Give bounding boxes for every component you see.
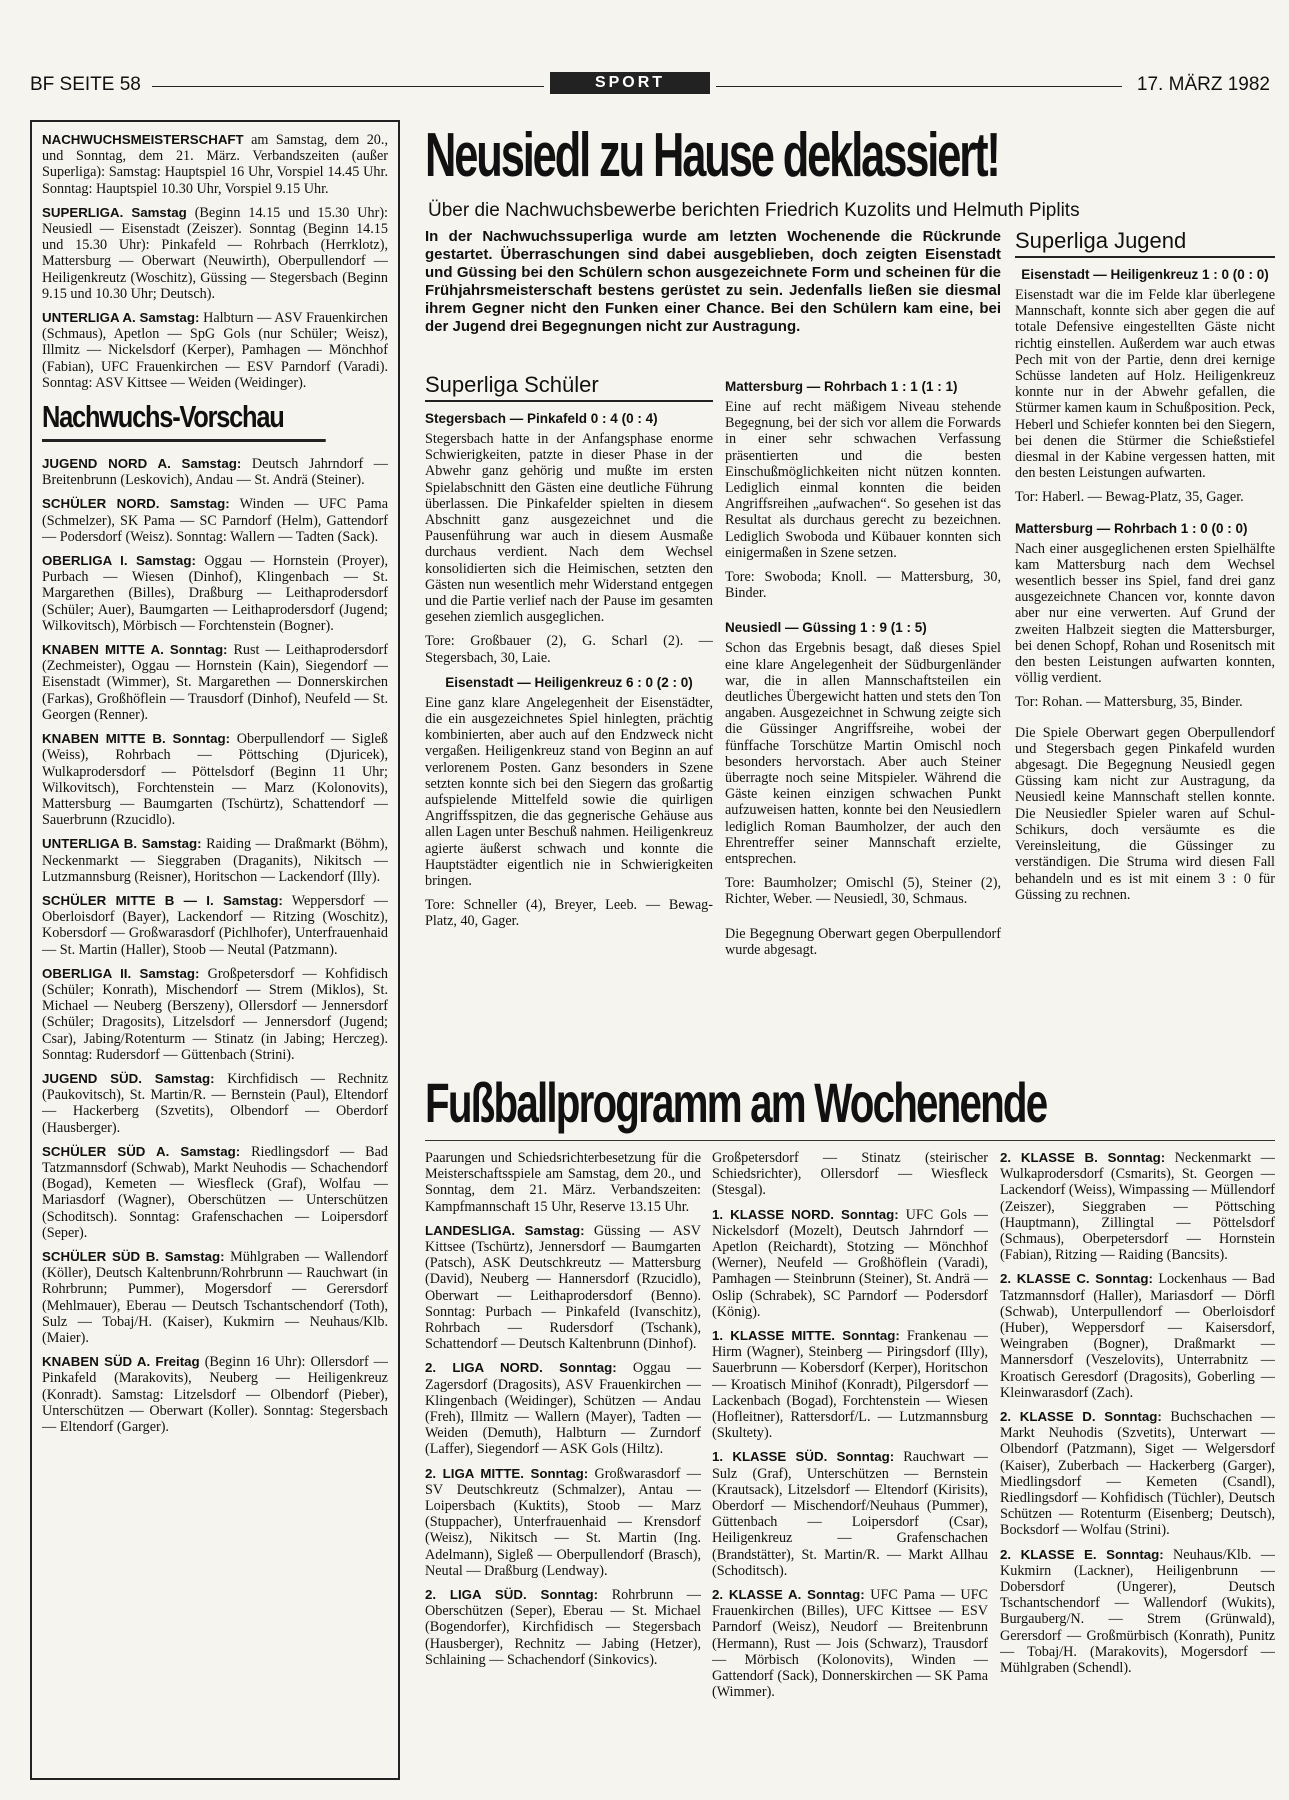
fixture-paragraph — [712, 1449, 988, 1579]
fixture-league-label: KNABEN MITTE B. Sonntag: — [42, 731, 231, 747]
fixture-league-label: KNABEN MITTE A. Sonntag: — [42, 642, 228, 658]
sidebar-announcements — [42, 132, 388, 391]
fixture-paragraph — [42, 893, 388, 958]
fixture-text: Güssing — ASV Kittsee (Tschürtz), Jennersdorf — Baumgarten (Patsch), ASK Deutschkreutz — Mattersburg (David), Neuberg — Hannersdorf (Rzucidlo), Oberwart — Leithaprodersdorf (Benno). Sonntag: Purbach — Pinkafeld (Ivanschitz), Rohrbach — Rudersdorf (Tschank), Schattendorf — Deutsch Kaltenbrunn (Dinhof). — [425, 1222, 701, 1353]
fixture-paragraph — [42, 310, 388, 391]
fixture-paragraph — [712, 1587, 988, 1700]
article-column-3 — [1015, 228, 1275, 1056]
fixture-league-label: 2. LIGA SÜD. Sonntag: — [425, 1587, 599, 1603]
match-title: Mattersburg — Rohrbach 1 : 0 (0 : 0) — [1015, 520, 1248, 536]
fixture-text: Großpetersdorf — Kohfidisch (Schüler; Konrath), Mischendorf — Strem (Miklos), St. Michael — Neuberg (Berszeny), Ollersdorf — Jennersdorf (Schüler; Dragosits), Litzelsdorf — Jennersdorf (Jugend; Csar), Jabing/Rotenturm — Stinatz (in Jabing; Herczeg). Sonntag: Rudersdorf — Güttenbach (Strini). — [42, 965, 388, 1063]
vorschau-heading: Nachwuchs-Vorschau — [42, 399, 326, 442]
match-report: Nach einer ausgeglichenen ersten Spielhälfte kam Mattersburg nach dem Wechsel wesentlich besser ins Spiel, fand drei ganz ausgezeichnete Chancen vor, konnte davon aber nur eine verwerten. Auf Grund der zweiten Halbzeit siegten die Mattersburger, bei denen Schopf, Rohan und Rosenitsch mit den besten Leistungen aufwarten konnten, völlig verdient. — [1015, 540, 1275, 687]
match-title: Eisenstadt — Heiligenkreuz 1 : 0 (0 : 0) — [1021, 267, 1269, 282]
fixture-text: Neuhaus/Klb. — Kukmirn (Lackner), Heiligenbrunn — Dobersdorf (Ungerer), Deutsch Tschantschendorf — Wallendorf (Wukits), Burgauberg/N. — Strem (Grünwald), Gerersdorf — Großmürbisch (Konrath), Punitz — Tobaj/H. (Marakovits), Mogersdorf — Mühlgraben (Schendl). — [1000, 1546, 1275, 1677]
match-report: Eisenstadt war die im Felde klar überlegene Mannschaft, konnte sich aber gegen die auf totale Defensive eingestellten Gäste nicht richtig einstellen. Außerdem war auch etwas Pech mit von der Partie, denn drei kernige Schüsse landeten auf Holz. Heiligenkreuz konnte nur in der Abwehr gefallen, die Stürmer kamen kaum in Schußposition. Peck, Heberl und Schiefer konnten bei den Siegern, bei denen die Stürmer die Schießstiefel diesmal in der Kabine vergessen hatten, mit den besten Leistungen aufwarten. — [1015, 287, 1275, 482]
fixture-paragraph — [425, 1587, 701, 1668]
match-report: Schon das Ergebnis besagt, daß dieses Spiel eine klare Angelegenheit der Südburgenländer war, die in allen Mannschaftsteilen ein deutliches Übergewicht hatten und stets den Ton angaben. Ausgezeichnet in Schwung zeigte sich die Güssinger Angriffsreihe, wobei der fünffache Torschütze Martin Omischl noch besonders hervorstach. Aber auch Steiner überragte noch seine Mitspieler. Während die Gäste keinen einzigen schwachen Punkt aufzuweisen hatten, konnte bei den Neusiedlern lediglich Roman Baumholzer, der auch den Ehrentreffer seiner Mannschaft erzielte, entsprechen. — [725, 640, 1001, 868]
sidebar-box — [30, 120, 400, 1780]
header-rule-right — [716, 86, 1122, 87]
fixture-league-label: 2. KLASSE D. Sonntag: — [1000, 1409, 1162, 1425]
fixture-league-label: SCHÜLER MITTE B — I. Samstag: — [42, 892, 283, 908]
fixture-paragraph — [42, 836, 388, 885]
fixture-text: Frankenau — Hirm (Wagner), Steinberg — Piringsdorf (Illy), Sauerbrunn — Kobersdorf (Kerper), Horitschon — Kroatisch Minihof (Konradt), Pilgersdorf — Lackenbach (Bogad), Forchtenstein — Wiesen (Hofleitner), Rattersdorf/L. — Lutzmannsburg (Skultety). — [712, 1328, 988, 1442]
fixture-text: UFC Pama — UFC Frauenkirchen (Billes), UFC Kittsee — ESV Parndorf (Weisz), Neudorf — Breitenbrunn (Hermann), Rust — Jois (Schwarz), Trausdorf — Mörbisch (Kolonovits), Winden — Gattendorf (Sack), Donnerskirchen — SK Pama (Wimmer). — [712, 1587, 988, 1701]
program-column-2 — [712, 1150, 988, 1780]
fixture-text: Rohrbrunn — Oberschützen (Seper), Eberau — St. Michael (Bogendorfer), Kirchfidisch — Stegersbach (Hausberger), Rechnitz — Jabing (Hetzer), Schlaining — Schachendorf (Sinkovics). — [425, 1587, 701, 1668]
fixture-paragraph — [425, 1223, 701, 1353]
fixture-text: Großwarasdorf — SV Deutschkreutz (Schmalzer), Antau — Loipersbach (Kuktits), Stoob — Marz (Stuppacher), Unterfrauenhaid — Krensdorf (Weisz), Nikitsch — St. Martin (Ing. Adelmann), Sigleß — Oberpullendorf (Brasch), Neutal — Draßburg (Lendway). — [425, 1465, 701, 1579]
fixture-league-label: NACHWUCHSMEISTERSCHAFT — [42, 132, 244, 147]
fixture-text: Kirchfidisch — Rechnitz (Paukovitsch), St. Martin/R. — Bernstein (Paul), Eltendorf — Hackerberg (Szvetits), Olbendorf — Oberdorf (Hausberger). — [42, 1070, 388, 1136]
fixture-text: Raiding — Draßmarkt (Böhm), Neckenmarkt — Sieggraben (Draganits), Nikitsch — Lutzmannsburg (Reisner), Horitschon — Lackendorf (Illy). — [42, 836, 388, 885]
article-byline: Über die Nachwuchsbewerbe berichten Friedrich Kuzolits und Helmuth Piplits — [428, 200, 1080, 221]
fixture-paragraph — [712, 1328, 988, 1441]
fixture-paragraph — [42, 642, 388, 723]
match-report: Die Spiele Oberwart gegen Oberpullendorf und Stegersbach gegen Pinkafeld wurden abgesagt. Die Begegnung Neusiedl gegen Güssing kam nicht zur Austragung, da Neusiedl keine Mannschaft stellen konnte. Die Neusiedler Spieler waren auf Schul-Schikurs, doch versäumte es die Vereinsleitung, die Güssinger zu verständigen. Die Struma wird diesen Fall behandeln und es ist mit einem 3 : 0 für Güssing zu rechnen. — [1015, 724, 1275, 903]
match-goals: Tor: Haberl. — Bewag-Platz, 35, Gager. — [1015, 489, 1244, 506]
fixture-paragraph — [425, 1360, 701, 1457]
fixture-text: Oggau — Zagersdorf (Dragosits), ASV Frauenkirchen — Klingenbach (Weidinger), Schützen — Andau (Freh), Illmitz — Wallern (Mayer), Tadten — Weiden (Demuth), Halbturn — Zurndorf (Laffer), Siegendorf — ASK Gols (Hiltz). — [425, 1360, 701, 1458]
fixture-text: Oberpullendorf — Sigleß (Weiss), Rohrbach — Pöttsching (Djuricek), Wulkaprodersdorf — Pöttelsdorf (Beginn 11 Uhr; Wilkovitsch), Forchtenstein — Marz (Kolonovits), Mattersburg — Baumgarten (Tschürtz), Schattendorf — Sauerbrunn (Rzucidlo). — [42, 731, 388, 829]
fixture-paragraph — [42, 456, 388, 488]
fixture-text: Mühlgraben — Wallendorf (Köller), Deutsch Kaltenbrunn/Rohrbrunn — Rauchwart (in Rohrbrunn; Pummer), Mogersdorf — Gerersdorf (Mehlmauer), Eberau — Deutsch Tschantschendorf (Toth), Sulz — Tobaj/H. (Kaiser), Kukmirn — Neuhaus/Klb. (Maier). — [42, 1248, 388, 1346]
fixture-text: Buchschachen — Markt Neuhodis (Szvetits), Unterwart — Olbendorf (Patzmann), Siget — Welgersdorf (Kaiser), Zuberbach — Hackerberg (Garger), Miedlingsdorf — Kemeten (Csandl), Riedlingsdorf — Kohfidisch (Tüchler), Deutsch Schützen — Rotenturm (Eisenberg; Deutsch), Bocksdorf — Wolfau (Strini). — [1000, 1409, 1275, 1539]
vorschau-list — [42, 456, 388, 1435]
fixture-league-label: 2. LIGA NORD. Sonntag: — [425, 1360, 617, 1376]
fixture-league-label: 1. KLASSE NORD. Sonntag: — [712, 1206, 899, 1222]
program-rule — [425, 1140, 1275, 1141]
fixture-text: Rauchwart — Sulz (Graf), Unterschützen — Bernstein (Krautsack), Litzelsdorf — Eltendorf (Kirisits), Oberdorf — Mischendorf/Neuhaus (Pummer), Güttenbach — Loipersdorf (Csar), Heiligenkreuz — Grafenschachen (Brandstätter), St. Martin/R. — Markt Allhau (Schoditsch). — [712, 1449, 988, 1579]
fixture-paragraph — [712, 1207, 988, 1320]
article-lead: In der Nachwuchssuperliga wurde am letzten Wochenende die Rückrunde gestartet. Überraschungen sind dabei ausgeblieben, doch zeigten Eisenstadt und Güssing bei den Schülern schon ausgezeichnete Form und scheinen für die Frühjahrsmeisterschaft bestens gerüstet zu sein. Jedenfalls ließen sie diesmal ihrem Gegner nicht den Funken einer Chance. Bei den Schülern kam eine, bei der Jugend drei Begegnungen nicht zur Austragung. — [425, 228, 1001, 335]
fixture-league-label: SCHÜLER NORD. Samstag: — [42, 496, 230, 512]
fixture-paragraph — [42, 132, 388, 197]
fixture-paragraph — [42, 1354, 388, 1435]
fixture-league-label: LANDESLIGA. Samstag: — [425, 1222, 585, 1238]
fixture-league-label: 2. KLASSE B. Sonntag: — [1000, 1150, 1166, 1165]
fixture-league-label: UNTERLIGA B. Samstag: — [42, 836, 202, 852]
match-report: Eine ganz klare Angelegenheit der Eisenstädter, die ein ausgezeichnetes Spiel hinlegten, prächtig kombinierten, aber auch auf den Endzweck nicht vergaßen. Heiligenkreuz stand von Beginn an auf verlorenem Posten. Ganz besonders in Szene setzten konnte sich bei den Siegern das großartig aufspielende Mittelfeld sowie die quirligen Angriffsspitzen, die das gegnerische Gehäuse aus allen Lagen unter Beschuß nahmen. Heiligenkreuz agierte äußerst schwach und konnte die Hauptstädter eigentlich nie in Schwierigkeiten bringen. — [425, 694, 713, 890]
fixture-text: Halbturn — ASV Frauenkirchen (Schmaus), Apetlon — SpG Gols (nur Schüler; Weisz), Illmitz — Nickelsdorf (Kerper), Pamhagen — Mönchhof (Fabian), UFC Frauenkirchen — ESV Parndorf (Varadi). Sonntag: ASV Kittsee — Weiden (Weidinger). — [42, 310, 388, 391]
fixture-text: Weppersdorf — Oberloisdorf (Bayer), Lackendorf — Ritzing (Woschitz), Kobersdorf — Großwarasdorf (Pichlhofer), Unterfrauenhaid — St. Martin (Haller), Stoob — Neutal (Patzmann). — [42, 892, 388, 958]
page-number: BF SEITE 58 — [30, 74, 141, 95]
fixture-league-label: 1. KLASSE MITTE. Sonntag: — [712, 1328, 900, 1344]
fixture-league-label: OBERLIGA I. Samstag: — [42, 553, 196, 569]
fixture-league-label: JUGEND SÜD. Samstag: — [42, 1070, 215, 1086]
fixture-league-label: OBERLIGA II. Samstag: — [42, 965, 200, 981]
fixture-text: Rust — Leithaprodersdorf (Zechmeister), Oggau — Hornstein (Kain), Siegendorf — Eisenstadt (Wimmer), St. Margarethen — Donnerskirchen (Farkas), Großhöflein — Trausdorf (Dinhof), Neufeld — St. Georgen (Renner). — [42, 642, 388, 723]
fixture-paragraph — [1000, 1271, 1275, 1401]
match-goals: Tore: Schneller (4), Breyer, Leeb. — Bewag-Platz, 40, Gager. — [425, 897, 713, 930]
fixture-league-label: JUGEND NORD A. Samstag: — [42, 456, 242, 472]
fixture-paragraph — [42, 205, 388, 302]
fixture-league-label: 2. KLASSE A. Sonntag: — [712, 1587, 865, 1603]
fixture-paragraph — [42, 1071, 388, 1136]
fixture-league-label: UNTERLIGA A. Samstag: — [42, 310, 200, 326]
fixture-paragraph — [42, 966, 388, 1063]
fixture-paragraph — [42, 496, 388, 545]
fixture-league-label: 1. KLASSE SÜD. Sonntag: — [712, 1449, 895, 1465]
section-heading-jugend: Superliga Jugend — [1015, 228, 1275, 258]
fixture-text: Riedlingsdorf — Bad Tatzmannsdorf (Schwab), Markt Neuhodis — Schachendorf (Bogad), Kemeten — Wiesfleck (Graf), Wolfau — Mariasdorf (Wagner), Oberschützen — Unterschützen (Schoditsch). Sonntag: Grafenschachen — Loipersdorf (Seper). — [42, 1143, 388, 1241]
fixture-text: Paarungen und Schiedsrichterbesetzung für die Meisterschaftsspiele am Samstag, dem 20., und Sonntag, dem 21. März. Verbandszeiten: Kampfmannschaft 15 Uhr, Reserve 13.15 Uhr. — [425, 1150, 701, 1215]
fixture-paragraph — [42, 1249, 388, 1346]
article-headline: Neusiedl zu Hause deklassiert! — [425, 121, 999, 190]
fixture-league-label: KNABEN SÜD A. Freitag — [42, 1354, 200, 1370]
fixture-text: Winden — UFC Pama (Schmelzer), SK Pama — SC Parndorf (Helm), Gattendorf — Podersdorf (Weisz). Sonntag: Wallern — Tadten (Sack). — [42, 496, 388, 545]
fixture-paragraph — [1000, 1409, 1275, 1539]
fixture-paragraph — [425, 1150, 701, 1215]
fixture-text: (Beginn 14.15 und 15.30 Uhr): Neusiedl — Eisenstadt (Zeiszer). Sonntag (Beginn 14.15 und 15.30 Uhr): Pinkafeld — Rohrbach (Herrklotz), Mattersburg — Oberwart (Neuwirth), Oberpullendorf — Heiligenkreutz (Woschitz), Güssing — Stegersbach (Beginn 9.15 und 10.30 Uhr; Deutsch). — [42, 204, 388, 302]
match-goals: Tore: Baumholzer; Omischl (5), Steiner (2), Richter, Weber. — Neusiedl, 30, Schmaus. — [725, 875, 1001, 908]
article-column-1 — [425, 372, 713, 1052]
fixture-paragraph — [425, 1466, 701, 1579]
match-report: Eine auf recht mäßigem Niveau stehende Begegnung, bei der sich vor allem die Forwards in einer sehr schwachen Verfassung präsentierten und die besten Einschußmöglichkeiten nicht nützen konnten. Lediglich einmal konnten die beiden Angriffsreihen „aufwachen“. So gesehen ist das Resultat als durchaus gerecht zu bezeichnen. Lediglich Swoboda und Kübauer konnten sich einigermaßen in Szene setzen. — [725, 399, 1001, 561]
cancellation-note: Die Begegnung Oberwart gegen Oberpullendorf wurde abgesagt. — [725, 925, 1001, 958]
match-goals: Tore: Großbauer (2), G. Scharl (2). — Stegersbach, 30, Laie. — [425, 633, 713, 666]
fixture-paragraph — [42, 553, 388, 634]
fixture-league-label: SUPERLIGA. Samstag — [42, 204, 187, 220]
match-goals: Tore: Swoboda; Knoll. — Mattersburg, 30, Binder. — [725, 569, 1001, 602]
running-header — [30, 72, 1270, 100]
fixture-text: Oggau — Hornstein (Proyer), Purbach — Wiesen (Dinhof), Klingenbach — St. Margarethen (Billes), Draßburg — Leithaprodersdorf (Schüler; Auer), Baumgarten — Leithaprodersdorf (Jugend; Wilkovitsch), Mörbisch — Forchtenstein (Bogner). — [42, 553, 388, 634]
section-badge: SPORT — [550, 72, 710, 94]
fixture-text: UFC Gols — Nickelsdorf (Mozelt), Deutsch Jahrndorf — Apetlon (Reichardt), Stotzing — Mönchhof (Werner), Neufeld — Großhöflein (Varadi), Pamhagen — Steinbrunn (Steiner), St. Andrä — Oslip (Schrabek), SC Parndorf — Podersdorf (König). — [712, 1206, 988, 1320]
program-headline: Fußballprogramm am Wochenende — [425, 1071, 1047, 1134]
fixture-league-label: SCHÜLER SÜD B. Samstag: — [42, 1248, 225, 1264]
issue-date: 17. MÄRZ 1982 — [1136, 74, 1270, 95]
fixture-text: Großpetersdorf — Stinatz (steirischer Schiedsrichter), Ollersdorf — Wiesfleck (Stesgal). — [712, 1150, 988, 1199]
fixture-paragraph — [712, 1150, 988, 1199]
fixture-league-label: 2. KLASSE C. Sonntag: — [1000, 1271, 1153, 1287]
match-title: Stegersbach — Pinkafeld 0 : 4 (0 : 4) — [425, 411, 658, 426]
fixture-paragraph — [1000, 1547, 1275, 1677]
match-goals: Tor: Rohan. — Mattersburg, 35, Binder. — [1015, 694, 1243, 711]
fixture-paragraph — [1000, 1150, 1275, 1263]
fixture-text: Lockenhaus — Bad Tatzmannsdorf (Haller), Mariasdorf — Dörfl (Schwab), Unterpullendorf — Oberloisdorf (Huber), Weppersdorf — Kaisersdorf, Weingraben (Bogner), Draßmarkt — Mannersdorf (Veszelovits), Unterrabnitz — Kroatisch Geresdorf (Dragosits), Goberling — Kleinwarasdorf (Zach). — [1000, 1271, 1275, 1401]
match-report: Stegersbach hatte in der Anfangsphase enorme Schwierigkeiten, patzte in dieser Phase in der Abwehr ganz gehörig und mußte im ersten Spielabschnitt den Gästen eine deutliche Führung überlassen. Die Pinkafelder spielten in diesem Abschnitt ganz ausgezeichnet und die Pausenführung war auch in diesem Ausmaße durchaus verdient. Nach dem Wechsel konsolidierten sich die Heimischen, setzten den Gästen nun wesentlich mehr Widerstand entgegen und die Partie verlief nach der Pause im gesamten gesehen ziemlich ausgeglichen. — [425, 431, 713, 626]
fixture-text: (Beginn 16 Uhr): Ollersdorf — Pinkafeld (Marakovits), Neuberg — Heiligenkreuz (Konradt). Samstag: Litzelsdorf — Olbendorf (Pieber), Unterschützen — Oberwart (Koller). Sonntag: Stegersbach — Eltendorf (Garger). — [42, 1354, 388, 1436]
fixture-league-label: 2. KLASSE E. Sonntag: — [1000, 1546, 1164, 1562]
match-title: Mattersburg — Rohrbach 1 : 1 (1 : 1) — [725, 379, 958, 394]
fixture-league-label: 2. LIGA MITTE. Sonntag: — [425, 1465, 589, 1481]
fixture-text: am Samstag, dem 20., und Sonntag, dem 21. März. Verbandszeiten (außer Superliga): Samstag: Hauptspiel 16 Uhr, Vorspiel 14.45 Uhr. Sonntag: Hauptspiel 10.30 Uhr, Vorspiel 9.15 Uhr. — [42, 132, 388, 197]
program-column-1 — [425, 1150, 701, 1780]
header-rule-left — [152, 86, 544, 87]
program-column-3 — [1000, 1150, 1275, 1780]
fixture-text: Deutsch Jahrndorf — Breitenbrunn (Leskovich), Andau — St. Andrä (Steiner). — [42, 456, 388, 489]
match-title: Eisenstadt — Heiligenkreuz 6 : 0 (2 : 0) — [445, 674, 693, 690]
fixture-paragraph — [42, 731, 388, 828]
fixture-league-label: SCHÜLER SÜD A. Samstag: — [42, 1143, 241, 1159]
fixture-text: Neckenmarkt — Wulkaprodersdorf (Csmarits), St. Georgen — Lackendorf (Weiss), Wimpassing — Müllendorf (Zeiszer), Sieggraben — Pöttsching (Hauptmann), Zillingtal — Pöttelsdorf (Schmaus), Oberpetersdorf — Hornstein (Fabian), Ritzing — Raiding (Bancsits). — [1000, 1150, 1275, 1264]
match-title: Neusiedl — Güssing 1 : 9 (1 : 5) — [725, 620, 927, 636]
article-column-2 — [725, 372, 1001, 1052]
section-heading-schueler: Superliga Schüler — [425, 372, 713, 402]
fixture-paragraph — [42, 1144, 388, 1241]
